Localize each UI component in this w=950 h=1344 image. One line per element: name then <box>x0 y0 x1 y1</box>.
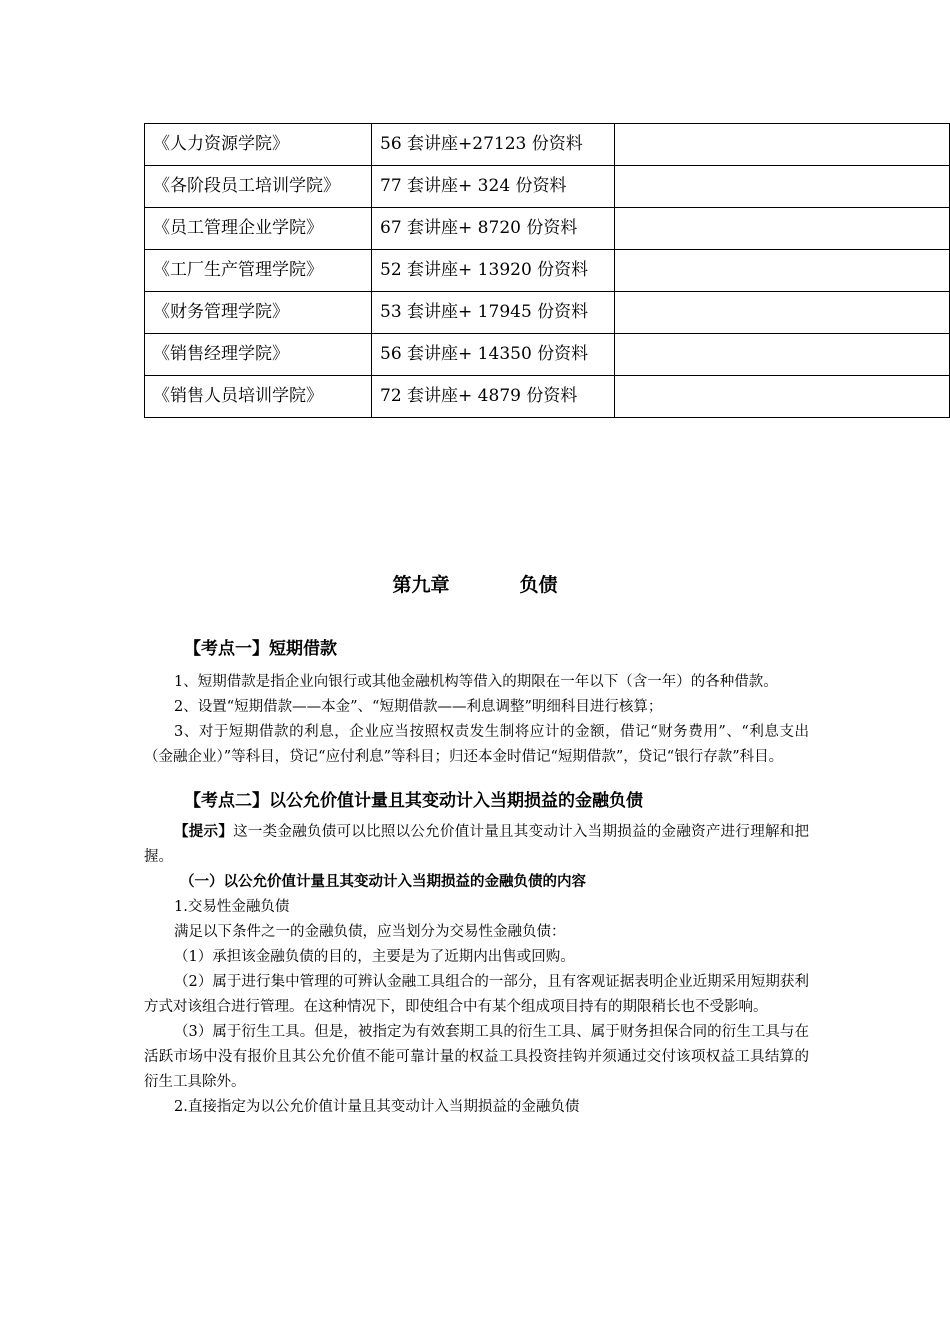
tip-label: 【提示】 <box>174 824 234 840</box>
course-content: 56 套讲座+ 14350 份资料 <box>372 334 615 376</box>
sub-heading: （一）以公允价值计量且其变动计入当期损益的金融负债的内容 <box>180 874 586 890</box>
condition-item: （1）承担该金融负债的目的，主要是为了近期内出售或回购。 <box>174 949 575 965</box>
section-heading: 【考点一】短期借款 <box>184 639 337 659</box>
course-note <box>615 124 950 166</box>
table-row <box>145 166 950 208</box>
course-note <box>615 208 950 250</box>
table-row <box>145 250 950 292</box>
course-content: 67 套讲座+ 8720 份资料 <box>372 208 615 250</box>
course-note <box>615 292 950 334</box>
course-name: 《人力资源学院》 <box>145 124 372 166</box>
table-row <box>145 292 950 334</box>
course-name: 《销售人员培训学院》 <box>145 376 372 418</box>
course-content: 52 套讲座+ 13920 份资料 <box>372 250 615 292</box>
paragraph: 2、设置“短期借款——本金”、“短期借款——利息调整”明细科目进行核算； <box>174 699 663 715</box>
course-name: 《财务管理学院》 <box>145 292 372 334</box>
tip-paragraph <box>144 820 809 870</box>
table-row <box>145 124 950 166</box>
paragraph: 满足以下条件之一的金融负债，应当划分为交易性金融负债： <box>174 924 566 940</box>
item-heading: 1.交易性金融负债 <box>174 899 290 915</box>
section-heading: 【考点二】以公允价值计量且其变动计入当期损益的金融负债 <box>184 791 643 811</box>
table-row <box>145 334 950 376</box>
course-content: 56 套讲座+27123 份资料 <box>372 124 615 166</box>
course-name: 《工厂生产管理学院》 <box>145 250 372 292</box>
course-content: 72 套讲座+ 4879 份资料 <box>372 376 615 418</box>
chapter-content <box>144 636 809 1120</box>
course-note <box>615 376 950 418</box>
course-table <box>144 123 950 418</box>
chapter-number: 第九章 <box>392 574 450 596</box>
item-heading: 2.直接指定为以公允价值计量且其变动计入当期损益的金融负债 <box>174 1099 580 1115</box>
chapter-title <box>0 570 950 597</box>
table-row <box>145 208 950 250</box>
course-name: 《员工管理企业学院》 <box>145 208 372 250</box>
tip-text: 这一类金融负债可以比照以公允价值计量且其变动计入当期损益的金融资产进行理解和把握。 <box>144 824 810 865</box>
paragraph: 3、对于短期借款的利息，企业应当按照权责发生制将应计的金额，借记“财务费用”、“利息支出（金融企业）”等科目，贷记“应付利息”等科目；归还本金时借记“短期借款”，贷记“银行存款”科目。 <box>144 724 809 765</box>
course-table-body <box>145 124 950 418</box>
course-name: 《销售经理学院》 <box>145 334 372 376</box>
condition-item: （3）属于衍生工具。但是，被指定为有效套期工具的衍生工具、属于财务担保合同的衍生工具与在活跃市场中没有报价且其公允价值不能可靠计量的权益工具投资挂钩并须通过交付该项权益工具结算的衍生工具除外。 <box>144 1024 809 1090</box>
paragraph: 1、短期借款是指企业向银行或其他金融机构等借入的期限在一年以下（含一年）的各种借款。 <box>174 674 778 690</box>
course-content: 53 套讲座+ 17945 份资料 <box>372 292 615 334</box>
course-name: 《各阶段员工培训学院》 <box>145 166 372 208</box>
course-note <box>615 250 950 292</box>
condition-item: （2）属于进行集中管理的可辨认金融工具组合的一部分，且有客观证据表明企业近期采用短期获利方式对该组合进行管理。在这种情况下，即使组合中有某个组成项目持有的期限稍长也不受影响。 <box>144 974 809 1015</box>
table-row <box>145 376 950 418</box>
chapter-name: 负债 <box>519 574 558 596</box>
course-content: 77 套讲座+ 324 份资料 <box>372 166 615 208</box>
course-note <box>615 334 950 376</box>
course-note <box>615 166 950 208</box>
